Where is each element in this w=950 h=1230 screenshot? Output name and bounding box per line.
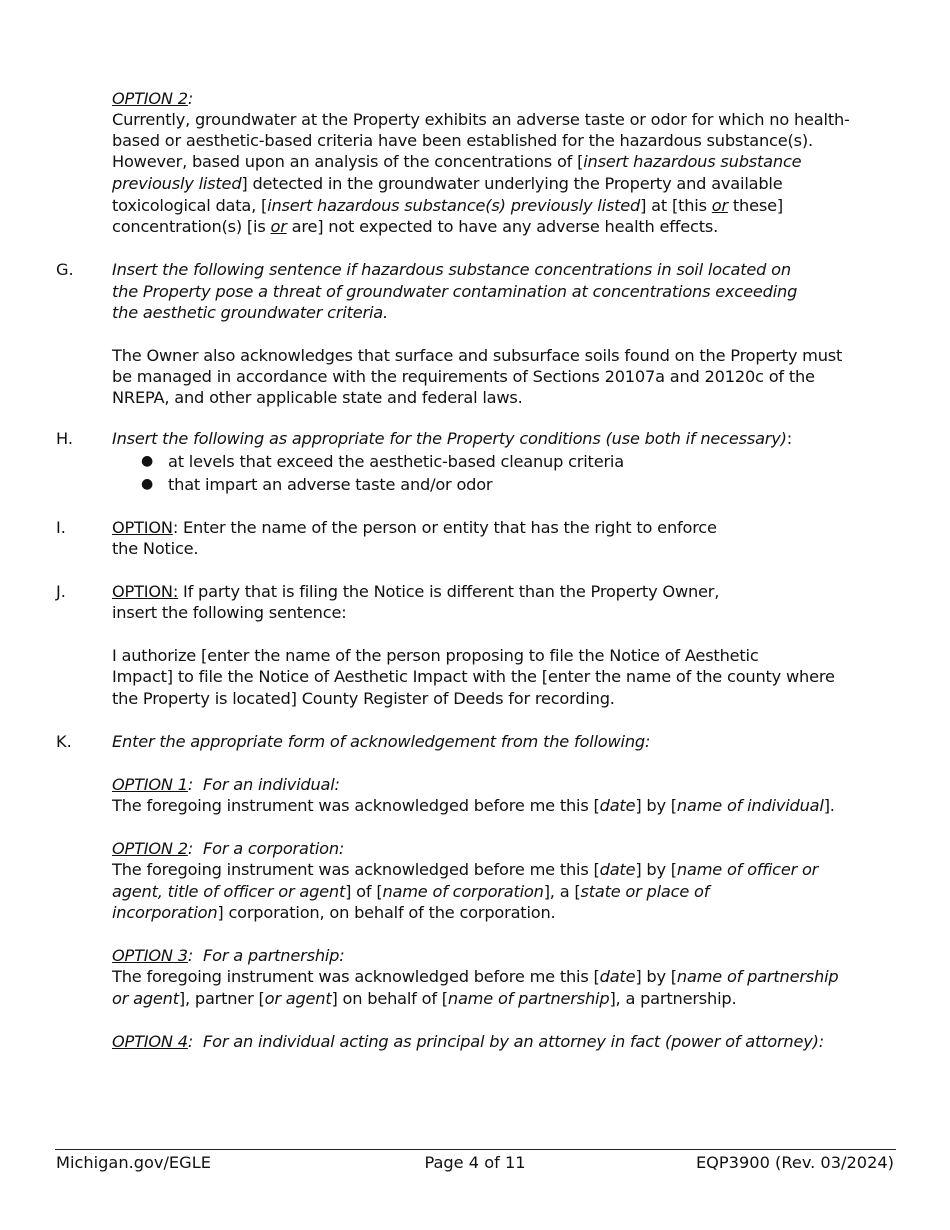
- paragraph-line: the Property is located] County Register of Deeds for recording.: [112, 689, 615, 708]
- option-4-heading: OPTION 4: For an individual acting as principal by an attorney in fact (power of attorney):: [112, 1032, 824, 1051]
- option-2-heading: OPTION 2:: [112, 89, 194, 108]
- paragraph-line: OPTION: If party that is filing the Notice is different than the Property Owner,: [112, 582, 720, 601]
- footer-page-number: Page 4 of 11: [424, 1153, 526, 1172]
- paragraph-line: I authorize [enter the name of the person proposing to file the Notice of Aesthetic: [112, 646, 759, 665]
- paragraph-line: incorporation] corporation, on behalf of the corporation.: [112, 903, 556, 922]
- paragraph-line: Currently, groundwater at the Property exhibits an adverse taste or odor for which no health-: [112, 110, 850, 129]
- paragraph-line: insert the following sentence:: [112, 603, 347, 622]
- section-marker-i: I.: [56, 518, 66, 537]
- paragraph-line: The foregoing instrument was acknowledged before me this [date] by [name of partnership: [112, 967, 839, 986]
- instruction-line: Enter the appropriate form of acknowledgement from the following:: [112, 732, 651, 751]
- paragraph-line: The foregoing instrument was acknowledged before me this [date] by [name of officer or: [112, 860, 819, 879]
- paragraph-line: toxicological data, [insert hazardous substance(s) previously listed] at [this or these]: [112, 196, 783, 215]
- paragraph-line: or agent], partner [or agent] on behalf of [name of partnership], a partnership.: [112, 989, 737, 1008]
- paragraph-line: The foregoing instrument was acknowledged before me this [date] by [name of individual].: [112, 796, 835, 815]
- paragraph-line: However, based upon an analysis of the concentrations of [insert hazardous substance: [112, 152, 802, 171]
- option-1-heading: OPTION 1: For an individual:: [112, 775, 340, 794]
- list-item: that impart an adverse taste and/or odor: [168, 475, 493, 494]
- section-marker-h: H.: [56, 429, 74, 448]
- paragraph-line: be managed in accordance with the requirements of Sections 20107a and 20120c of the: [112, 367, 815, 386]
- section-marker-g: G.: [56, 260, 74, 279]
- paragraph-line: the Notice.: [112, 539, 199, 558]
- footer-form-number: EQP3900 (Rev. 03/2024): [695, 1153, 894, 1172]
- paragraph-line: concentration(s) [is or are] not expected to have any adverse health effects.: [112, 217, 719, 236]
- list-item: at levels that exceed the aesthetic-based cleanup criteria: [168, 452, 624, 471]
- section-marker-k: K.: [56, 732, 72, 751]
- paragraph-line: Impact] to file the Notice of Aesthetic Impact with the [enter the name of the county where: [112, 667, 835, 686]
- bullet-icon: ●: [141, 453, 154, 469]
- paragraph-line: NREPA, and other applicable state and federal laws.: [112, 388, 523, 407]
- option-2-heading: OPTION 2: For a corporation:: [112, 839, 345, 858]
- bullet-icon: ●: [141, 476, 154, 492]
- paragraph-line: OPTION: Enter the name of the person or entity that has the right to enforce: [112, 518, 717, 537]
- footer-website: Michigan.gov/EGLE: [56, 1153, 211, 1172]
- section-marker-j: J.: [56, 582, 66, 601]
- instruction-line: the aesthetic groundwater criteria.: [112, 303, 388, 322]
- paragraph-line: The Owner also acknowledges that surface and subsurface soils found on the Property must: [112, 346, 843, 365]
- paragraph-line: based or aesthetic-based criteria have been established for the hazardous substance(s).: [112, 131, 813, 150]
- instruction-line: Insert the following sentence if hazardous substance concentrations in soil located on: [112, 260, 791, 279]
- footer-divider: [55, 1149, 896, 1150]
- paragraph-line: previously listed] detected in the groundwater underlying the Property and available: [112, 174, 783, 193]
- instruction-line: the Property pose a threat of groundwater contamination at concentrations exceeding: [112, 282, 798, 301]
- paragraph-line: agent, title of officer or agent] of [name of corporation], a [state or place of: [112, 882, 710, 901]
- option-3-heading: OPTION 3: For a partnership:: [112, 946, 345, 965]
- instruction-line: Insert the following as appropriate for the Property conditions (use both if necessary):: [112, 429, 793, 448]
